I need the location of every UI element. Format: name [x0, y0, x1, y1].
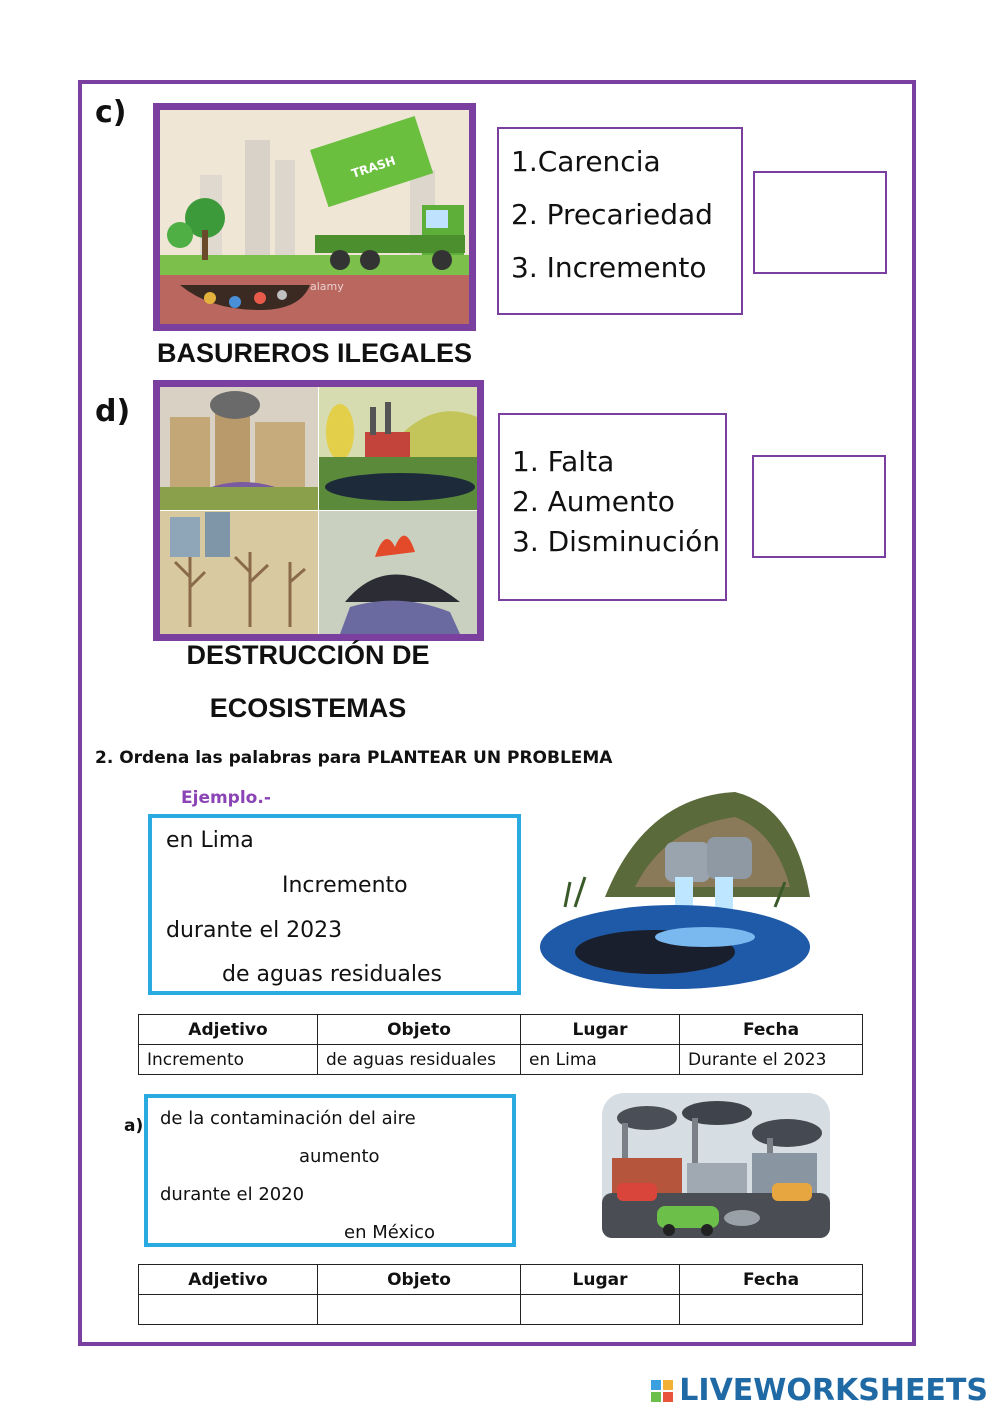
answer-lugar-cell[interactable]	[521, 1295, 680, 1325]
header-adjetivo: Adjetivo	[139, 1265, 318, 1295]
liveworksheets-logo	[651, 1373, 988, 1408]
air-pollution-image	[597, 1088, 835, 1243]
caption-destruccion-line2: ECOSISTEMAS	[209, 693, 407, 723]
answer-table-a	[138, 1264, 863, 1325]
section-letter-c: c)	[95, 95, 127, 130]
illegal-dump-image	[153, 103, 476, 331]
example-adjetivo: Incremento	[139, 1045, 318, 1075]
truck-trash-label: TRASH	[349, 153, 398, 181]
item-a-word-1: de la contaminación del aire	[160, 1108, 416, 1129]
answer-objeto-cell[interactable]	[318, 1295, 521, 1325]
header-objeto: Objeto	[318, 1265, 521, 1295]
answer-fecha-cell[interactable]	[680, 1295, 863, 1325]
example-label: Ejemplo.-	[181, 788, 271, 808]
caption-basureros: BASUREROS ILEGALES	[156, 338, 473, 368]
item-a-word-4: en México	[344, 1222, 436, 1243]
option-c-3: 3. Incremento	[511, 251, 707, 284]
example-word-4: de aguas residuales	[222, 962, 442, 987]
example-word-1: en Lima	[166, 828, 254, 853]
header-fecha: Fecha	[680, 1265, 863, 1295]
option-c-1: 1.Carencia	[511, 145, 661, 178]
example-fecha: Durante el 2023	[680, 1045, 863, 1075]
option-c-2: 2. Precariedad	[511, 198, 713, 231]
item-letter-a: a)	[124, 1116, 144, 1136]
header-fecha: Fecha	[680, 1015, 863, 1045]
ecosystem-destruction-image	[153, 380, 484, 641]
options-box-c	[497, 127, 743, 315]
liveworksheets-brand-text: LIVEWORKSHEETS	[679, 1373, 988, 1408]
header-lugar: Lugar	[521, 1015, 680, 1045]
answer-box-c[interactable]	[753, 171, 887, 274]
example-objeto: de aguas residuales	[318, 1045, 521, 1075]
header-lugar: Lugar	[521, 1265, 680, 1295]
item-a-word-3: durante el 2020	[160, 1184, 305, 1205]
caption-destruccion-line1: DESTRUCCIÓN DE	[186, 640, 430, 670]
example-word-2: Incremento	[282, 873, 408, 898]
header-objeto: Objeto	[318, 1015, 521, 1045]
option-d-1: 1. Falta	[512, 445, 615, 478]
header-adjetivo: Adjetivo	[139, 1015, 318, 1045]
liveworksheets-logo-icon	[651, 1380, 673, 1402]
options-box-d	[498, 413, 727, 601]
answer-box-d[interactable]	[752, 455, 886, 558]
example-lugar: en Lima	[521, 1045, 680, 1075]
exercise-2-instruction: 2. Ordena las palabras para PLANTEAR UN PROBLEMA	[95, 748, 613, 768]
image-watermark: alamy	[310, 280, 344, 293]
wastewater-pipes-image	[535, 787, 815, 999]
option-d-3: 3. Disminución	[512, 525, 721, 558]
example-word-3: durante el 2023	[166, 918, 343, 943]
example-table	[138, 1014, 863, 1075]
item-a-word-2: aumento	[299, 1146, 380, 1167]
example-word-box	[148, 814, 521, 995]
item-a-word-box	[144, 1094, 516, 1247]
answer-adjetivo-cell[interactable]	[139, 1295, 318, 1325]
option-d-2: 2. Aumento	[512, 485, 675, 518]
section-letter-d: d)	[95, 394, 131, 429]
